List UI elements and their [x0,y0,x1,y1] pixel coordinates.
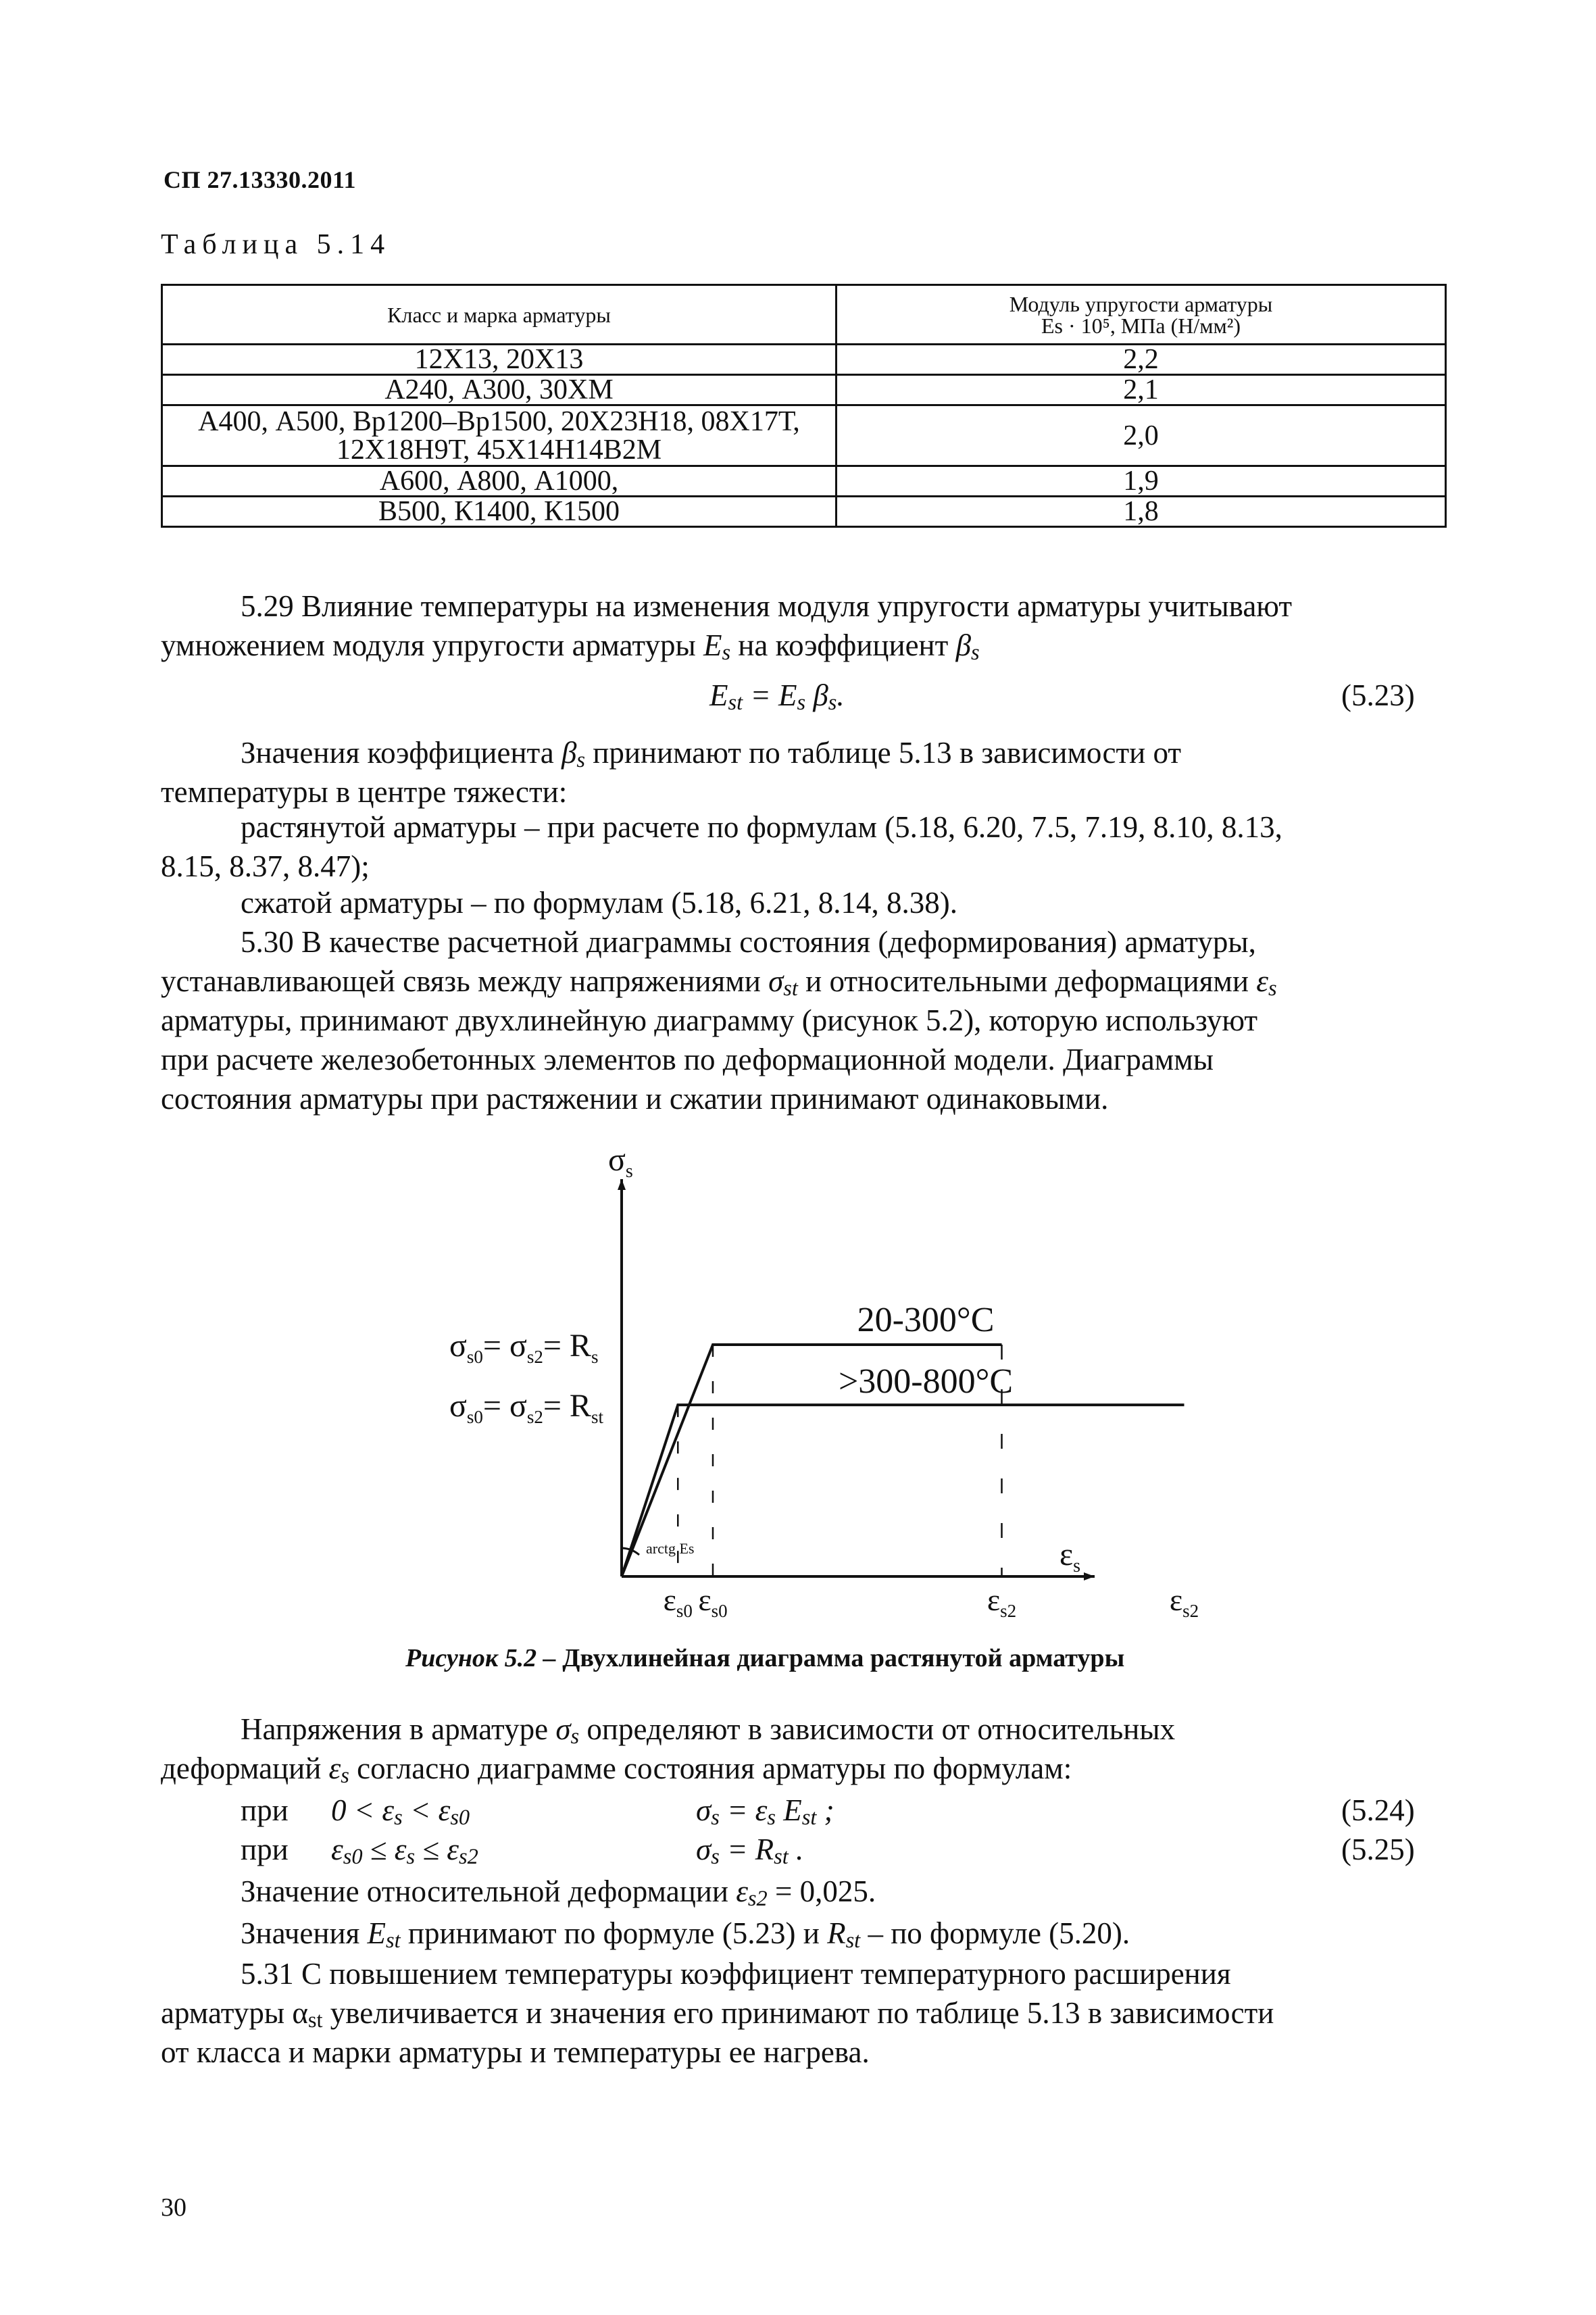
x-tick-epsilon-s0-first-subscript: s0 [676,1601,693,1621]
paragraph-est-values [241,1914,1437,1953]
y-axis-label-symbol: σ [608,1142,626,1178]
range-label-20-300: 20-300°C [857,1301,995,1339]
figure-caption-text: Двухлинейная диаграмма растянутой арматуры [562,1644,1125,1672]
inline-sigma-st: σst [768,964,798,1001]
paragraph-stresses-line1-a: Напряжения в арматуре [241,1712,556,1746]
formula-5-23-number: (5.23) [1341,678,1415,712]
paragraph-stresses-line1-b: определяют в зависимости от относительных [579,1712,1176,1746]
x-axis-label-symbol: ε [1059,1537,1074,1572]
inline-epsilon-s: εs [328,1751,349,1788]
table-cell-value: 2,0 [837,405,1446,466]
x-tick-epsilon-s0-second [698,1583,727,1621]
formula-5-25-expression: σs = Rst . [696,1833,804,1869]
formula-5-24-expression: σs = εs Est ; [696,1793,834,1830]
figure-caption [405,1643,1124,1673]
x-tick-epsilon-s2-second-subscript: s2 [1182,1601,1199,1621]
range-label-300-800: >300-800°C [838,1362,1014,1401]
table-cell-class [162,405,837,466]
formula-5-23 [709,676,845,715]
table-row [162,345,1446,375]
x-tick-epsilon-s2-first-symbol: ε [987,1583,1001,1617]
paragraph-est-b: принимают по формуле (5.23) и [400,1916,828,1950]
inline-est: Est [367,1916,401,1953]
paragraph-5-29-line2-a: умножением модуля упругости арматуры [161,628,703,662]
x-tick-epsilon-s0-second-subscript: s0 [711,1601,728,1621]
paragraph-compressed-line: сжатой арматуры – по формулам (5.18, 6.21, 8.14, 8.38). [241,886,958,920]
table-label: Таблица 5.14 [161,229,391,260]
reinforcement-modulus-table [161,284,1447,528]
paragraph-5-30-line5: состояния арматуры при растяжении и сжатии принимают одинаковыми. [161,1082,1109,1116]
table-row [162,466,1446,497]
inline-epsilon-s2: εs2 [736,1874,768,1911]
table-cell-class-line2: 12Х18Н9Т, 45Х14Н14В2М [336,434,662,466]
x-axis-label [1059,1537,1080,1576]
inline-alpha-st: αst [292,1996,323,2033]
page-number: 30 [161,2193,186,2222]
paragraph-5-29 [161,587,1438,665]
paragraph-stretched-line2: 8.15, 8.37, 8.47); [161,849,370,883]
paragraph-5-31 [161,1954,1438,2072]
table-cell-value: 1,9 [837,466,1446,497]
paragraph-beta-values [161,733,1438,812]
y-label-rst: $\sigma_{s0}= \sigma_{s2}= R_{st}$ [449,1388,603,1428]
table-cell-class: А600, А800, А1000, [162,466,837,497]
formula-5-25-number: (5.25) [1341,1833,1415,1866]
paragraph-strain-b: = 0,025. [767,1874,876,1908]
table-cell-class-line1: А400, А500, Bp1200–Bp1500, 20Х23Н18, 08Х17Т, [198,405,800,437]
paragraph-5-29-line1: 5.29 Влияние температуры на изменения модуля упругости арматуры учитывают [241,589,1292,623]
inline-beta-s: βs [561,736,586,772]
x-tick-epsilon-s0-first-symbol: ε [663,1583,676,1617]
table-cell-class: В500, К1400, К1500 [162,497,837,527]
paragraph-5-30-line4: при расчете железобетонных элементов по деформационной модели. Диаграммы [161,1043,1214,1076]
paragraph-5-31-line3: от класса и марки арматуры и температуры ее нагрева. [161,2035,870,2069]
series-line-300-800 [622,1405,1184,1576]
arctg-label: arctg Es [646,1540,695,1557]
table-cell-class: А240, А300, 30ХМ [162,375,837,405]
table-header-modulus-line1: Модуль упругости арматуры [1009,291,1273,316]
paragraph-5-30-line3: арматуры, принимают двухлинейную диаграмму (рисунок 5.2), которую используют [161,1003,1258,1037]
inline-sigma-s: σs [555,1712,580,1749]
table-row [162,405,1446,466]
x-tick-epsilon-s0-first [664,1583,693,1621]
table-row [162,375,1446,405]
x-tick-epsilon-s2-first-subscript: s2 [1000,1601,1017,1621]
paragraph-stresses-line2-a: деформаций [161,1751,329,1785]
paragraph-stresses-line2-b: согласно диаграмме состояния арматуры по формулам: [349,1751,1072,1785]
paragraph-5-31-line2-b: увеличивается и значения его принимают по таблице 5.13 в зависимости [322,1996,1274,2030]
table-header-class: Класс и марка арматуры [162,285,837,345]
y-label-rs: $\sigma_{s0}= \sigma_{s2}= R_s$ [449,1328,599,1367]
table-header-modulus [837,285,1446,345]
paragraph-5-30-line2-a: устанавливающей связь между напряжениями [161,964,769,998]
table-cell-value: 2,2 [837,345,1446,375]
inline-rst: Rst [827,1916,861,1953]
formula-5-24-number: (5.24) [1341,1793,1415,1827]
x-tick-epsilon-s0-second-symbol: ε [698,1583,712,1617]
paragraph-beta-line2: температуры в центре тяжести: [161,775,568,809]
formula-5-24-condition: 0 < εs < εs0 [331,1793,470,1830]
y-axis-label [608,1142,633,1182]
table-cell-value: 1,8 [837,497,1446,527]
document-code: СП 27.13330.2011 [164,166,357,193]
paragraph-5-30-line1: 5.30 В качестве расчетной диаграммы состояния (деформирования) арматуры, [241,925,1256,959]
stress-strain-chart [378,1115,1199,1649]
x-axis-label-subscript: s [1073,1555,1081,1576]
paragraph-5-30-line2-b: и относительными деформациями [797,964,1257,998]
paragraph-est-c: – по формуле (5.20). [860,1916,1130,1950]
formula-5-25-prefix: при [241,1833,289,1866]
paragraph-5-31-line2-a: арматуры [161,1996,293,2030]
paragraph-stretched-line1: растянутой арматуры – при расчете по формулам (5.18, 6.20, 7.5, 7.19, 8.10, 8.13, [241,810,1282,844]
paragraph-strain-value [241,1872,1437,1911]
formula-5-23-expression: Est = Es βs. [709,678,845,715]
x-tick-epsilon-s2-second [1170,1583,1199,1621]
inline-es: Es [703,628,731,665]
table-header-row [162,285,1446,345]
table-header-modulus-line2: Es · 10⁵, МПа (Н/мм²) [1041,313,1241,338]
paragraph-5-30 [161,922,1438,1118]
inline-beta-s: βs [955,628,980,665]
paragraph-compressed-reinforcement [161,883,1438,922]
paragraph-est-a: Значения [241,1916,368,1950]
x-tick-epsilon-s2-second-symbol: ε [1169,1583,1183,1617]
y-axis-label-subscript: s [625,1161,633,1182]
figure-caption-prefix: Рисунок 5.2 – [405,1644,563,1672]
formula-5-25-condition: εs0 ≤ εs ≤ εs2 [331,1833,478,1869]
table-cell-value: 2,1 [837,375,1446,405]
table-row [162,497,1446,527]
paragraph-5-29-line2-b: на коэффициент [730,628,956,662]
paragraph-beta-line1-b: принимают по таблице 5.13 в зависимости от [585,736,1182,770]
table-cell-class: 12Х13, 20Х13 [162,345,837,375]
paragraph-stresses [161,1710,1438,1788]
formula-5-24-prefix: при [241,1793,289,1827]
paragraph-strain-a: Значение относительной деформации [241,1874,737,1908]
inline-epsilon-s: εs [1256,964,1277,1001]
reinforcement-stress-strain-figure [378,1115,1199,1649]
paragraph-stretched-reinforcement [161,807,1438,886]
paragraph-5-31-line1: 5.31 С повышением температуры коэффициент температурного расширения [241,1957,1231,1991]
x-tick-epsilon-s2-first [987,1583,1016,1621]
paragraph-beta-line1-a: Значения коэффициента [241,736,562,770]
